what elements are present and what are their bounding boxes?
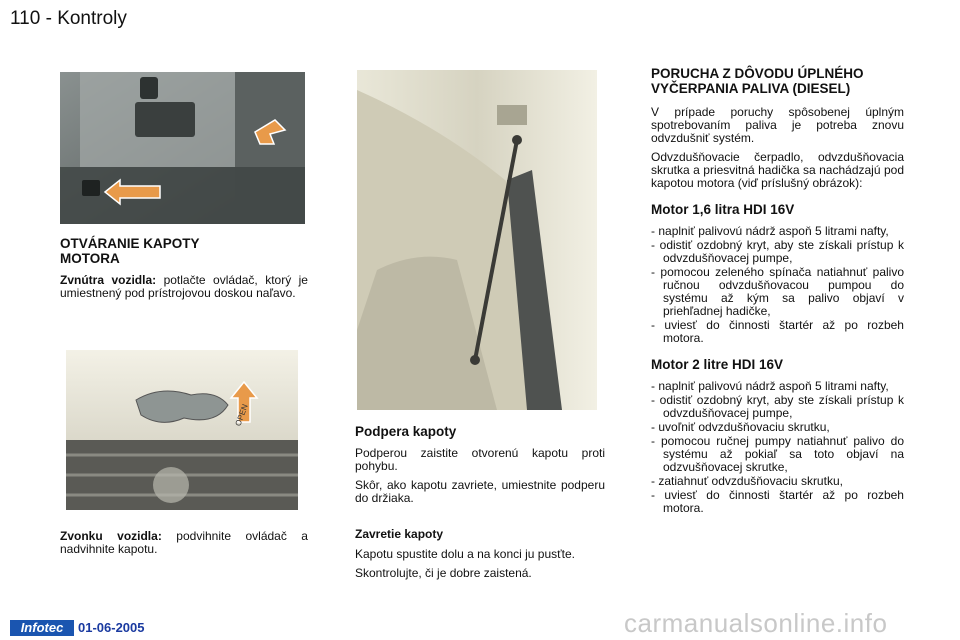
interior-lever-photo	[60, 72, 305, 224]
support-paragraph-2: Skôr, ako kapotu zavriete, umiestnite podperu do držiaka.	[355, 478, 605, 505]
list-item: - uviesť do činnosti štartér až po rozbeh motora.	[651, 489, 904, 515]
badge-label: OPEN	[233, 402, 250, 428]
hood-support-section	[355, 424, 605, 586]
close-hood-heading: Zavretie kapoty	[355, 527, 444, 541]
open-hood-heading: OTVÁRANIE KAPOTY MOTORA	[60, 236, 200, 266]
engine1-heading: Motor 1,6 litra HDI 16V	[651, 202, 795, 217]
fuel-paragraph-1: V prípade poruchy spôsobenej úplným spotrebovaním paliva je potreba znovu odvzdušniť systém.	[651, 105, 904, 145]
outside-text: podvihnite ovládač a nadvihnite kapotu.	[60, 529, 308, 556]
list-item: - naplniť palivovú nádrž aspoň 5 litrami nafty,	[651, 225, 904, 238]
header-separator: -	[45, 8, 52, 29]
list-item: - pomocou zeleného spínača natiahnuť palivo ručnou odvzdušňovacou pumpou do systému až kým sa palivo objaví v priehľadnej hadičke,	[651, 266, 904, 318]
exterior-lever-illustration	[66, 350, 298, 510]
outside-label: Zvonku vozidla:	[60, 529, 162, 543]
exterior-lever-photo	[66, 350, 298, 510]
hood-support-photo	[357, 70, 597, 410]
list-item: - uvoľniť odvzdušňovaciu skrutku,	[651, 421, 904, 434]
list-item: - odistiť ozdobný kryt, aby ste získali prístup k odvzdušňovacej pumpe,	[651, 394, 904, 420]
open-hood-section	[60, 236, 308, 306]
list-item: - uviesť do činnosti štartér až po rozbeh motora.	[651, 319, 904, 345]
fuel-paragraph-2: Odvzdušňovacie čerpadlo, odvzdušňovacia skrutka a priesvitná hadička sa nachádzajú pod kapotou motora (viď príslušný obrázok):	[651, 150, 904, 190]
page-header	[10, 8, 127, 30]
watermark-site[interactable]: carmanualsonline.info	[624, 608, 888, 638]
engine2-steps	[651, 380, 904, 515]
inside-label: Zvnútra vozidla:	[60, 273, 157, 287]
list-item: - naplniť palivovú nádrž aspoň 5 litrami nafty,	[651, 380, 904, 393]
list-item: - zatiahnuť odvzdušňovaciu skrutku,	[651, 475, 904, 488]
outside-instruction	[60, 530, 308, 556]
hood-support-illustration	[357, 70, 597, 410]
list-item: - pomocou ručnej pumpy natiahnuť palivo do systému až pokiaľ sa toto objaví na odzvušňovacej skrutke,	[651, 435, 904, 474]
fuel-failure-section	[651, 66, 904, 516]
outside-instruction-block	[60, 530, 308, 562]
support-heading: Podpera kapoty	[355, 424, 457, 439]
footer-date: 01-06-2005	[78, 620, 145, 635]
close-paragraph-1: Kapotu spustite dolu a na konci ju pusťte.	[355, 547, 575, 561]
engine2-heading: Motor 2 litre HDI 16V	[651, 357, 784, 372]
inside-text: potlačte ovládač, ktorý je umiestnený pod prístrojovou doskou naľavo.	[60, 273, 308, 300]
page-number: 110	[10, 8, 41, 29]
support-paragraph-1: Podperou zaistite otvorenú kapotu proti pohybu.	[355, 446, 605, 473]
inside-instruction	[60, 274, 308, 300]
close-paragraph-2: Skontrolujte, či je dobre zaistená.	[355, 566, 532, 580]
interior-lever-illustration	[60, 72, 305, 224]
list-item: - odistiť ozdobný kryt, aby ste získali prístup k odvzdušňovacej pumpe,	[651, 239, 904, 265]
fuel-failure-heading: PORUCHA Z DÔVODU ÚPLNÉHO VYČERPANIA PALIVA (DIESEL)	[651, 66, 864, 96]
section-title: Kontroly	[57, 8, 127, 29]
engine1-steps	[651, 225, 904, 345]
infotec-logo: Infotec	[10, 620, 74, 636]
